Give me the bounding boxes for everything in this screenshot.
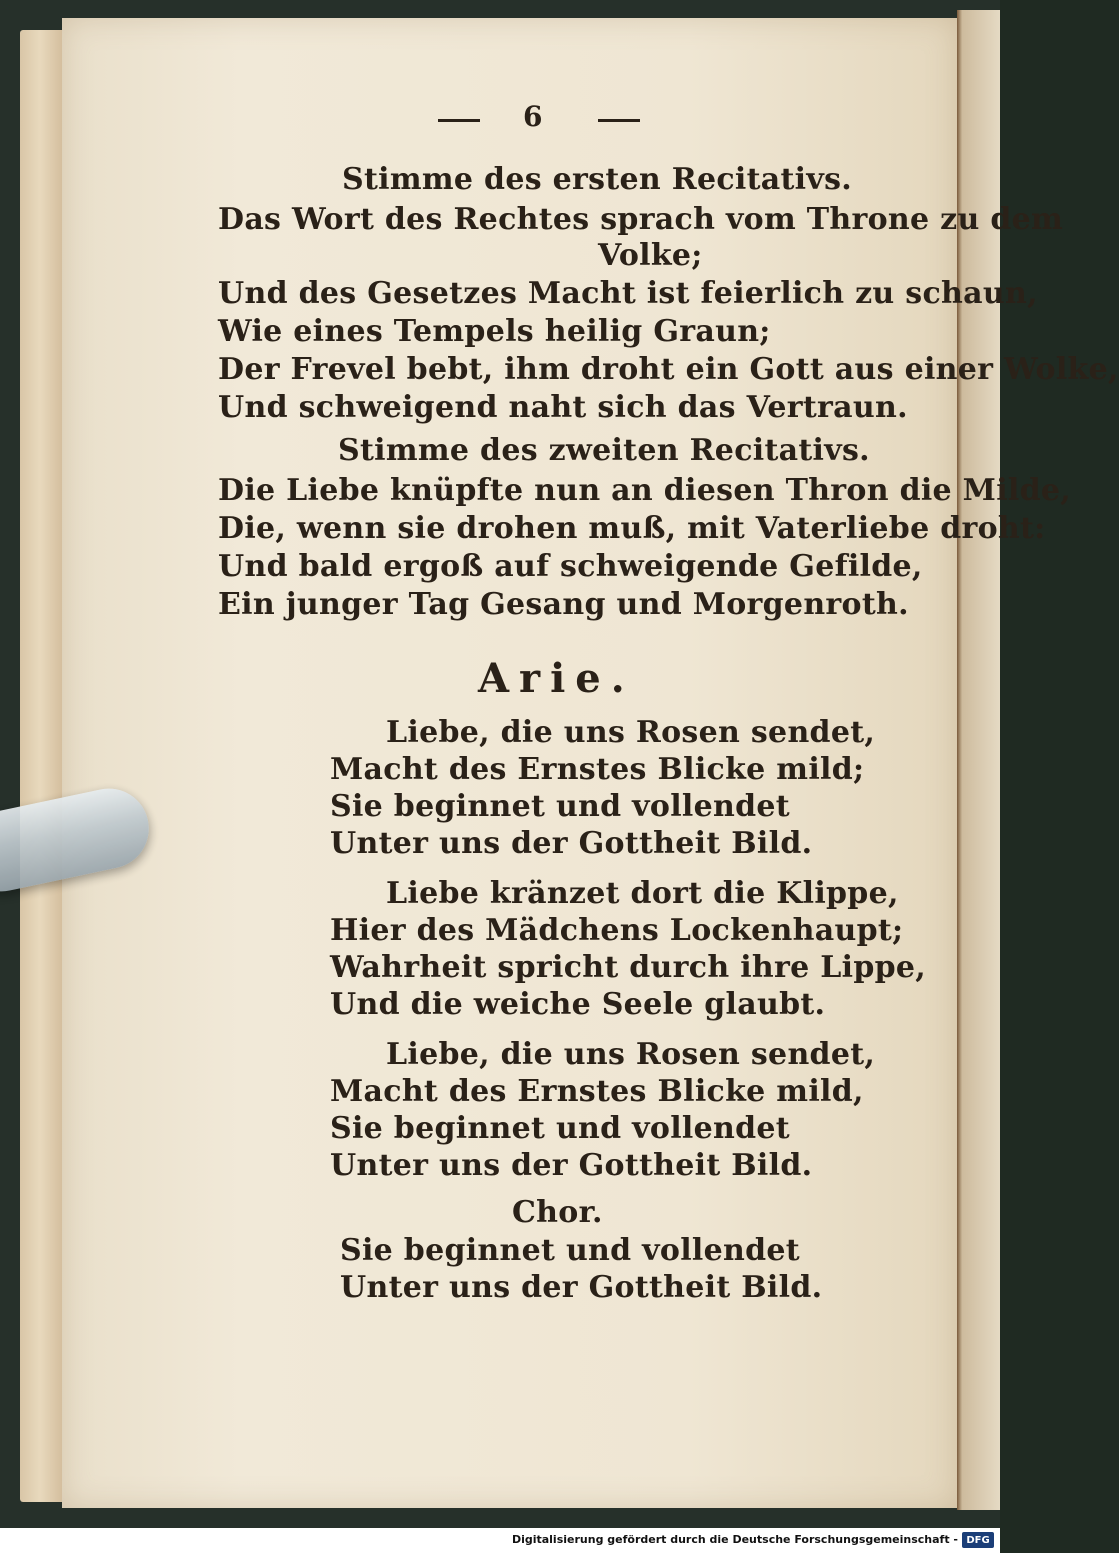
page-number-dash-right <box>598 119 640 122</box>
chor-heading: Chor. <box>512 1195 603 1230</box>
recitative1-line: Und schweigend naht sich das Vertraun. <box>218 390 908 425</box>
page-number-dash-left <box>438 119 480 122</box>
recitative2-line: Und bald ergoß auf schweigende Gefilde, <box>218 549 923 584</box>
arie-stanza1-line: Macht des Ernstes Blicke mild; <box>330 752 865 787</box>
recitative2-line: Die Liebe knüpfte nun an diesen Thron die Milde, <box>218 473 1071 508</box>
recitative2-line: Ein junger Tag Gesang und Morgenroth. <box>218 587 909 622</box>
arie-stanza3-line: Liebe, die uns Rosen sendet, <box>386 1037 876 1072</box>
recitative1-line: Und des Gesetzes Macht ist feierlich zu schaun, <box>218 276 1038 311</box>
dfg-logo: DFG <box>962 1532 994 1548</box>
recitative1-line: Der Frevel bebt, ihm droht ein Gott aus einer Wolke, <box>218 352 1119 387</box>
footer-bar <box>0 1528 1000 1553</box>
arie-stanza1-line: Unter uns der Gottheit Bild. <box>330 826 813 861</box>
recitative1-line: Volke; <box>598 238 703 273</box>
footer-credit: Digitalisierung gefördert durch die Deutsche Forschungsgemeinschaft - <box>511 1533 958 1546</box>
recitative1-line: Wie eines Tempels heilig Graun; <box>218 314 771 349</box>
arie-stanza2-line: Und die weiche Seele glaubt. <box>330 987 826 1022</box>
arie-stanza2-line: Liebe kränzet dort die Klippe, <box>386 876 899 911</box>
arie-stanza3-line: Unter uns der Gottheit Bild. <box>330 1148 813 1183</box>
chor-line: Unter uns der Gottheit Bild. <box>340 1270 823 1305</box>
recitative2-heading: Stimme des zweiten Recitativs. <box>338 433 870 468</box>
arie-stanza1-line: Liebe, die uns Rosen sendet, <box>386 715 876 750</box>
arie-stanza3-line: Macht des Ernstes Blicke mild, <box>330 1074 864 1109</box>
recitative2-line: Die, wenn sie drohen muß, mit Vaterliebe droht: <box>218 511 1046 546</box>
page-number: 6 <box>523 100 543 133</box>
arie-title: Arie. <box>478 655 635 702</box>
arie-stanza1-line: Sie beginnet und vollendet <box>330 789 790 824</box>
arie-stanza3-line: Sie beginnet und vollendet <box>330 1111 790 1146</box>
recitative1-line: Das Wort des Rechtes sprach vom Throne zu dem <box>218 202 1064 237</box>
chor-line: Sie beginnet und vollendet <box>340 1233 800 1268</box>
recitative1-heading: Stimme des ersten Recitativs. <box>342 162 853 197</box>
arie-stanza2-line: Hier des Mädchens Lockenhaupt; <box>330 913 904 948</box>
arie-stanza2-line: Wahrheit spricht durch ihre Lippe, <box>330 950 927 985</box>
